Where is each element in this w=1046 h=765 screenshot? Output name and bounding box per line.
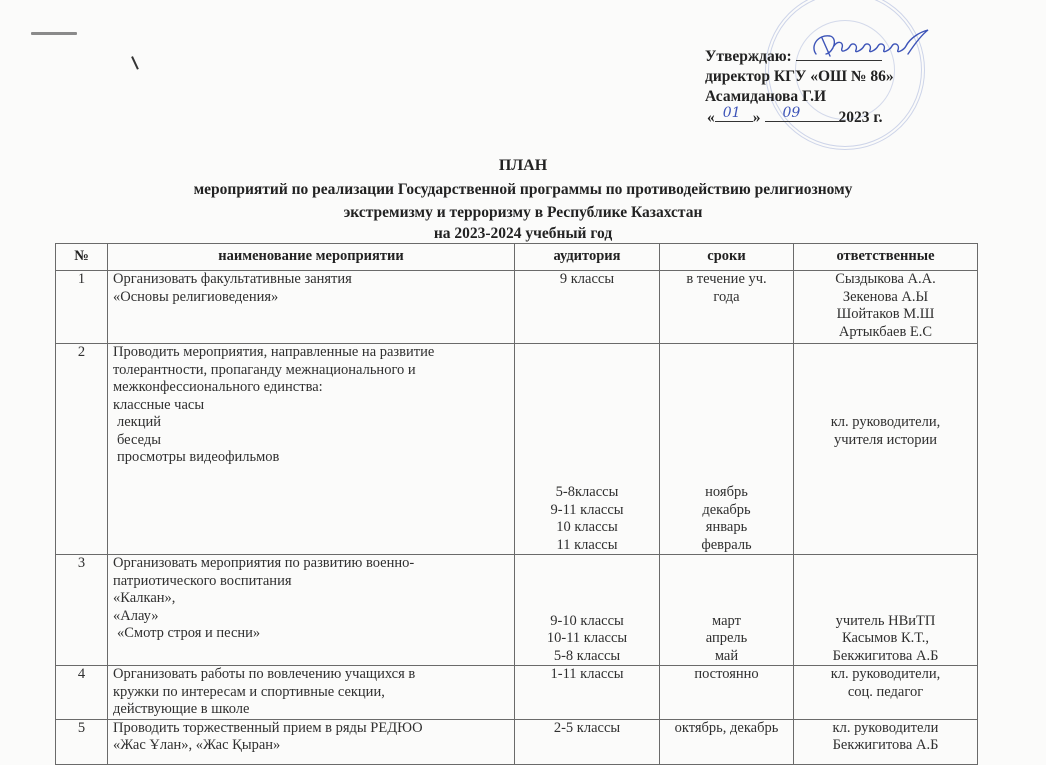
date-month-field [765, 107, 839, 122]
terms-cell [660, 719, 794, 764]
event-name-line: действующие в школе [113, 701, 250, 717]
audience-line: 10-11 классы [546, 630, 628, 646]
event-name-line: Проводить торжественный прием в ряды РЕДЮО [113, 719, 423, 736]
event-name-line: «Калкан», [113, 590, 176, 606]
audience-line: 11 классы [556, 536, 618, 553]
terms-cell [660, 555, 794, 666]
row-number: 5 [56, 719, 108, 764]
document-subtitle-line-3: на 2023-2024 учебный год [433, 225, 613, 242]
audience-line: 10 классы [556, 519, 618, 535]
table-row [56, 555, 978, 666]
date-year: 2023 г. [838, 109, 883, 126]
scan-artifact-mark [131, 56, 138, 69]
event-name-line: «Смотр строя и песни» [117, 625, 261, 641]
header-name: наименование мероприятии [108, 244, 515, 271]
responsible-cell [794, 271, 978, 344]
responsible-line: учитель НВиТП [835, 612, 936, 629]
event-name-line: Проводить мероприятия, направленные на развитие [113, 344, 435, 360]
date-day-field [715, 107, 753, 122]
responsible-line: кл. руководители [832, 719, 939, 736]
event-name-cell [108, 555, 515, 666]
responsible-line: Касымов К.Т., [842, 630, 929, 646]
event-name-line: Организовать работы по вовлечению учащихся в [113, 666, 416, 682]
table-header-row [56, 244, 978, 271]
responsible-cell [794, 719, 978, 764]
terms-line: май [714, 647, 739, 664]
event-name-line: Организовать факультативные занятия [113, 271, 352, 287]
event-name-line: «Жас Ұлан», «Жас Қыран» [113, 737, 281, 753]
event-name-cell [108, 344, 515, 555]
table-row [56, 719, 978, 764]
terms-cell [660, 666, 794, 720]
terms-line: апрель [705, 630, 748, 646]
audience-line: 9-10 классы [550, 612, 624, 629]
terms-line: март [712, 612, 741, 629]
terms-line: постоянно [694, 666, 759, 682]
audience-line: 5-8 классы [553, 647, 621, 664]
terms-cell [660, 344, 794, 555]
responsible-line: учителя истории [834, 431, 937, 448]
event-name-line: межконфессионального единства: [113, 379, 323, 395]
header-responsible: ответственные [794, 244, 978, 271]
event-name-line: толерантности, пропаганду межнационального и [113, 361, 416, 378]
date-day: 01 [722, 105, 741, 121]
responsible-line: Бекжигитова А.Б [832, 737, 939, 753]
audience-line: 9-11 классы [550, 501, 624, 518]
document-subtitle-line-2: экстремизму и терроризму в Республике Казахстан [343, 204, 703, 221]
responsible-line: Зекенова А.Ы [842, 288, 929, 305]
responsible-cell [794, 666, 978, 720]
document-title: ПЛАН [498, 157, 548, 174]
event-name-line: беседы [117, 431, 161, 448]
header-terms: сроки [660, 244, 794, 271]
date-month: 09 [782, 105, 801, 121]
event-name-cell [108, 271, 515, 344]
terms-line: январь [705, 519, 748, 535]
responsible-line: кл. руководители, [830, 666, 941, 682]
responsible-cell [794, 344, 978, 555]
event-name-line: патриотического воспитания [113, 572, 292, 589]
plan-table [55, 243, 978, 765]
row-number: 2 [56, 344, 108, 555]
audience-cell [515, 555, 660, 666]
terms-line: октябрь, декабрь [674, 719, 779, 736]
responsible-line: Бекжигитова А.Б [832, 647, 939, 664]
terms-line: февраль [701, 536, 752, 553]
header-number: № [56, 244, 108, 271]
audience-cell [515, 271, 660, 344]
row-number: 1 [56, 271, 108, 344]
table-row [56, 666, 978, 720]
responsible-line: Артыкбаев Е.С [838, 323, 933, 340]
date-close-quote: » [752, 109, 761, 126]
audience-line: 1-11 классы [550, 666, 624, 682]
event-name-line: классные часы [113, 396, 205, 413]
row-number: 3 [56, 555, 108, 666]
audience-line: 2-5 классы [553, 719, 621, 736]
terms-line: в течение уч. [686, 271, 767, 287]
audience-cell [515, 344, 660, 555]
header-audience: аудитория [515, 244, 660, 271]
table-row [56, 271, 978, 344]
event-name-line: просмотры видеофильмов [117, 449, 280, 465]
director-position: директор КГУ «ОШ № 86» [705, 68, 894, 85]
row-number: 4 [56, 666, 108, 720]
date-open-quote: « [707, 109, 715, 126]
event-name-line: кружки по интересам и спортивные секции, [113, 683, 385, 700]
event-name-line: Организовать мероприятия по развитию военно- [113, 555, 415, 571]
approve-label: Утверждаю: [705, 48, 792, 65]
responsible-cell [794, 555, 978, 666]
terms-line: декабрь [702, 501, 751, 518]
terms-line: ноябрь [705, 484, 748, 500]
audience-line: 5-8классы [555, 484, 619, 500]
responsible-line: соц. педагог [847, 683, 924, 700]
audience-cell [515, 719, 660, 764]
terms-line: года [713, 288, 740, 305]
event-name-cell [108, 719, 515, 764]
event-name-line: лекций [117, 414, 161, 430]
event-name-cell [108, 666, 515, 720]
responsible-line: Сыздыкова А.А. [835, 271, 936, 287]
responsible-line: Шойтаков М.Ш [836, 306, 935, 322]
signature-line [796, 46, 882, 61]
audience-line: 9 классы [559, 271, 615, 287]
scan-artifact-line [31, 32, 77, 35]
director-name: Асамиданова Г.И [705, 88, 827, 105]
document-subtitle-line-1: мероприятий по реализации Государственной программы по противодействию религиозному [193, 181, 853, 198]
event-name-line: «Алау» [113, 607, 159, 624]
terms-cell [660, 271, 794, 344]
event-name-line: «Основы религиоведения» [113, 288, 279, 305]
table-row [56, 344, 978, 555]
audience-cell [515, 666, 660, 720]
responsible-line: кл. руководители, [830, 414, 941, 430]
approval-block [705, 46, 894, 128]
